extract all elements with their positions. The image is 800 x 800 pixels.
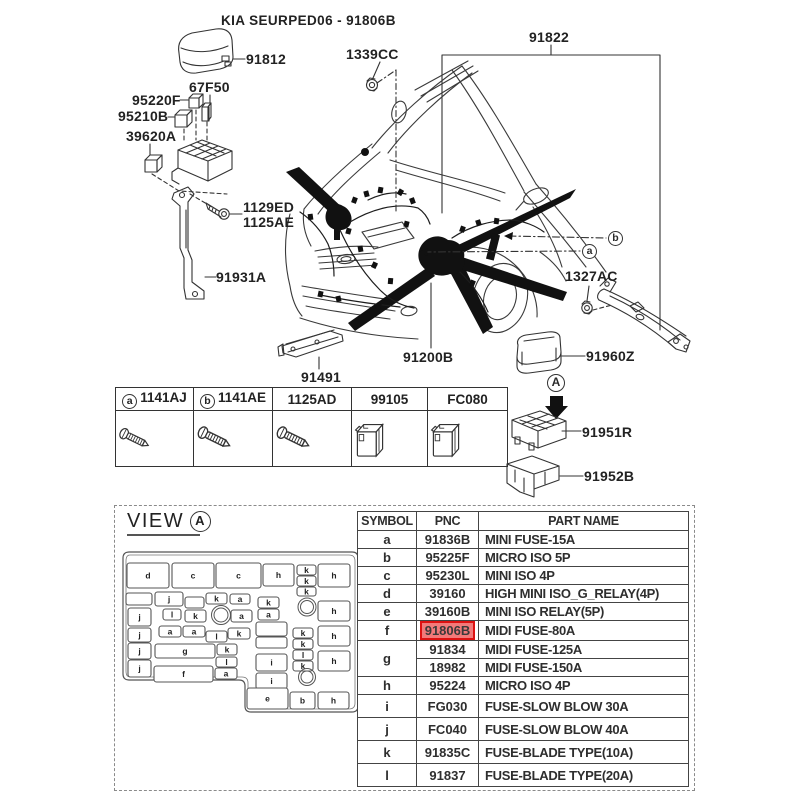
view-a-title: VIEW (127, 510, 185, 532)
fuse-cell-label: h (330, 695, 337, 706)
lamp-bracket-drawing (278, 330, 343, 369)
callout-91822: 91822 (529, 29, 569, 45)
fastener-cell (352, 411, 428, 467)
callout-39620a: 39620A (126, 128, 177, 144)
table-row: h 95224 MICRO ISO 4P (358, 677, 689, 695)
cartridge-fuse-icon (428, 418, 464, 460)
fuse-cell-label: a (266, 609, 271, 620)
callout-91200b: 91200B (403, 349, 454, 365)
screw-icon (116, 425, 154, 453)
fuse-cell-label: c (190, 570, 196, 581)
view-a-heading (127, 510, 211, 533)
fuse-cell-label: l (215, 631, 218, 642)
callout-91491: 91491 (301, 369, 341, 385)
table-row: c 95230L MINI ISO 4P (358, 567, 689, 585)
fusebox-layout-diagram (121, 550, 361, 715)
fastener-header: a 1141AJ (116, 388, 194, 411)
fastener-header: 1125AD (273, 388, 352, 411)
screw-icon (194, 423, 236, 454)
upper-fusebox-drawing (512, 411, 581, 450)
callout-95210b: 95210B (118, 108, 169, 124)
fastener-cell (273, 411, 352, 467)
fastener-cell (428, 411, 508, 467)
table-row: g 91834 MIDI FUSE-125A (358, 641, 689, 659)
fuse-cell-label: h (331, 570, 337, 581)
table-row: 18982 MIDI FUSE-150A (358, 659, 689, 677)
page-title: KIA SEURPED06 - 91806B (221, 13, 396, 28)
callout-circle-a: a (582, 244, 597, 259)
fuse-cell-label: k (193, 611, 198, 621)
fuse-cell (126, 593, 152, 605)
fuse-cell-label: k (304, 565, 309, 575)
fuse-cell-label: h (331, 656, 337, 666)
callout-91960z: 91960Z (586, 348, 635, 364)
small-harness-blob (326, 204, 352, 230)
fuse-cell (185, 597, 204, 608)
callout-circle-b: b (608, 231, 623, 246)
table-row: e 39160B MINI ISO RELAY(5P) (358, 603, 689, 621)
fuse-cell-label: b (299, 695, 306, 706)
fuse-cell-label: a (223, 668, 229, 679)
table-row: k 91835C FUSE-BLADE TYPE(10A) (358, 741, 689, 764)
callout-1129ed: 1129ED (243, 199, 295, 215)
fuse-cell-label: a (237, 594, 243, 604)
fuse-cell-label: e (265, 693, 270, 704)
fuse-cell-label: k (224, 644, 230, 655)
fuse-cell-label: j (167, 594, 171, 604)
fusebox-cover-drawing (179, 29, 245, 73)
callout-91952b: 91952B (584, 468, 635, 484)
fuse-cell-label: l (301, 650, 305, 660)
table-row: l 91837 FUSE-BLADE TYPE(20A) (358, 764, 689, 787)
callout-91951r: 91951R (582, 424, 633, 440)
col-header-part-name: PART NAME (479, 512, 689, 531)
fuse-cell (256, 637, 287, 648)
table-row: d 39160 HIGH MINI ISO_G_RELAY(4P) (358, 585, 689, 603)
fuse-cell-label: k (236, 628, 242, 639)
fuse-cell-label: i (270, 676, 273, 686)
symbol-table-header-row (358, 512, 689, 531)
fuse-cell-label: c (236, 570, 241, 581)
fastener-cell (194, 411, 273, 467)
fasteners-table (115, 387, 508, 467)
fuse-cell-label: h (275, 570, 282, 580)
fuse-cell-label: k (214, 593, 219, 604)
fuse-cell-label: k (304, 576, 309, 586)
table-row: j FC040 FUSE-SLOW BLOW 40A (358, 718, 689, 741)
fastener-cell (116, 411, 194, 467)
fuse-cell-label: j (138, 630, 141, 640)
fastener-header: b 1141AE (194, 388, 273, 411)
mounting-bracket-drawing (172, 187, 216, 299)
col-header-symbol: SYMBOL (358, 512, 417, 531)
fuse-cell-label: a (191, 626, 197, 637)
down-arrow-icon (545, 396, 568, 419)
callout-91812: 91812 (246, 51, 286, 67)
fasteners-header-row (116, 388, 508, 411)
cartridge-fuse-icon (352, 418, 388, 460)
fuse-cell-label: k (300, 639, 306, 649)
fuse-cell-label: h (331, 606, 337, 616)
view-a-underline (127, 534, 200, 536)
callout-1339cc: 1339CC (346, 46, 399, 62)
screw-icon (273, 423, 315, 454)
table-row: b 95225F MICRO ISO 5P (358, 549, 689, 567)
fastener-header: FC080 (428, 388, 508, 411)
callout-67f50: 67F50 (189, 79, 230, 95)
fuse-cell-label: j (138, 612, 141, 622)
symbol-table (357, 511, 689, 787)
fuse-cell-label: k (300, 661, 306, 671)
highlighted-pnc: 91806B (420, 621, 476, 640)
callout-91931a: 91931A (216, 269, 267, 285)
view-a-badge: A (190, 511, 211, 532)
fuse-cell-label: g (182, 646, 188, 656)
table-row: i FG030 FUSE-SLOW BLOW 30A (358, 695, 689, 718)
fuse-cell-label: k (304, 586, 309, 597)
fuse-cell-label: d (145, 570, 151, 581)
fuse-cell-label: i (270, 657, 273, 668)
fuse-cell-label: k (266, 597, 271, 608)
col-header-pnc: PNC (417, 512, 479, 531)
callout-95220f: 95220F (132, 92, 181, 108)
lower-cover-drawing (507, 456, 583, 497)
fuse-cell-label: k (300, 628, 306, 638)
bolt-drawing (190, 194, 242, 219)
fuse-cell-label: h (331, 631, 337, 641)
lower-tray-drawing (517, 332, 585, 373)
callout-1327ac: 1327AC (565, 268, 618, 284)
fuse-cell-label: l (225, 657, 228, 667)
fuse-cell-label: l (170, 609, 174, 620)
table-row: a 91836B MINI FUSE-15A (358, 531, 689, 549)
fuse-cell-label: a (239, 611, 244, 621)
circle-b-badge: b (200, 394, 215, 409)
circle-a-badge: a (122, 394, 137, 409)
crossmember-drawing (598, 278, 690, 352)
fuse-cell-label: a (167, 626, 173, 637)
fasteners-icon-row (116, 411, 508, 467)
fastener-header: 99105 (352, 388, 428, 411)
fuse-cell-label: f (182, 669, 185, 679)
fuse-cell-label: j (138, 646, 141, 656)
fuse-cell (256, 622, 287, 636)
callout-1125ae: 1125AE (243, 214, 295, 230)
callout-circle-view-a: A (547, 374, 565, 392)
fuse-cell-label: j (138, 663, 141, 674)
table-row-highlighted: f 91806B MIDI FUSE-80A (358, 621, 689, 641)
